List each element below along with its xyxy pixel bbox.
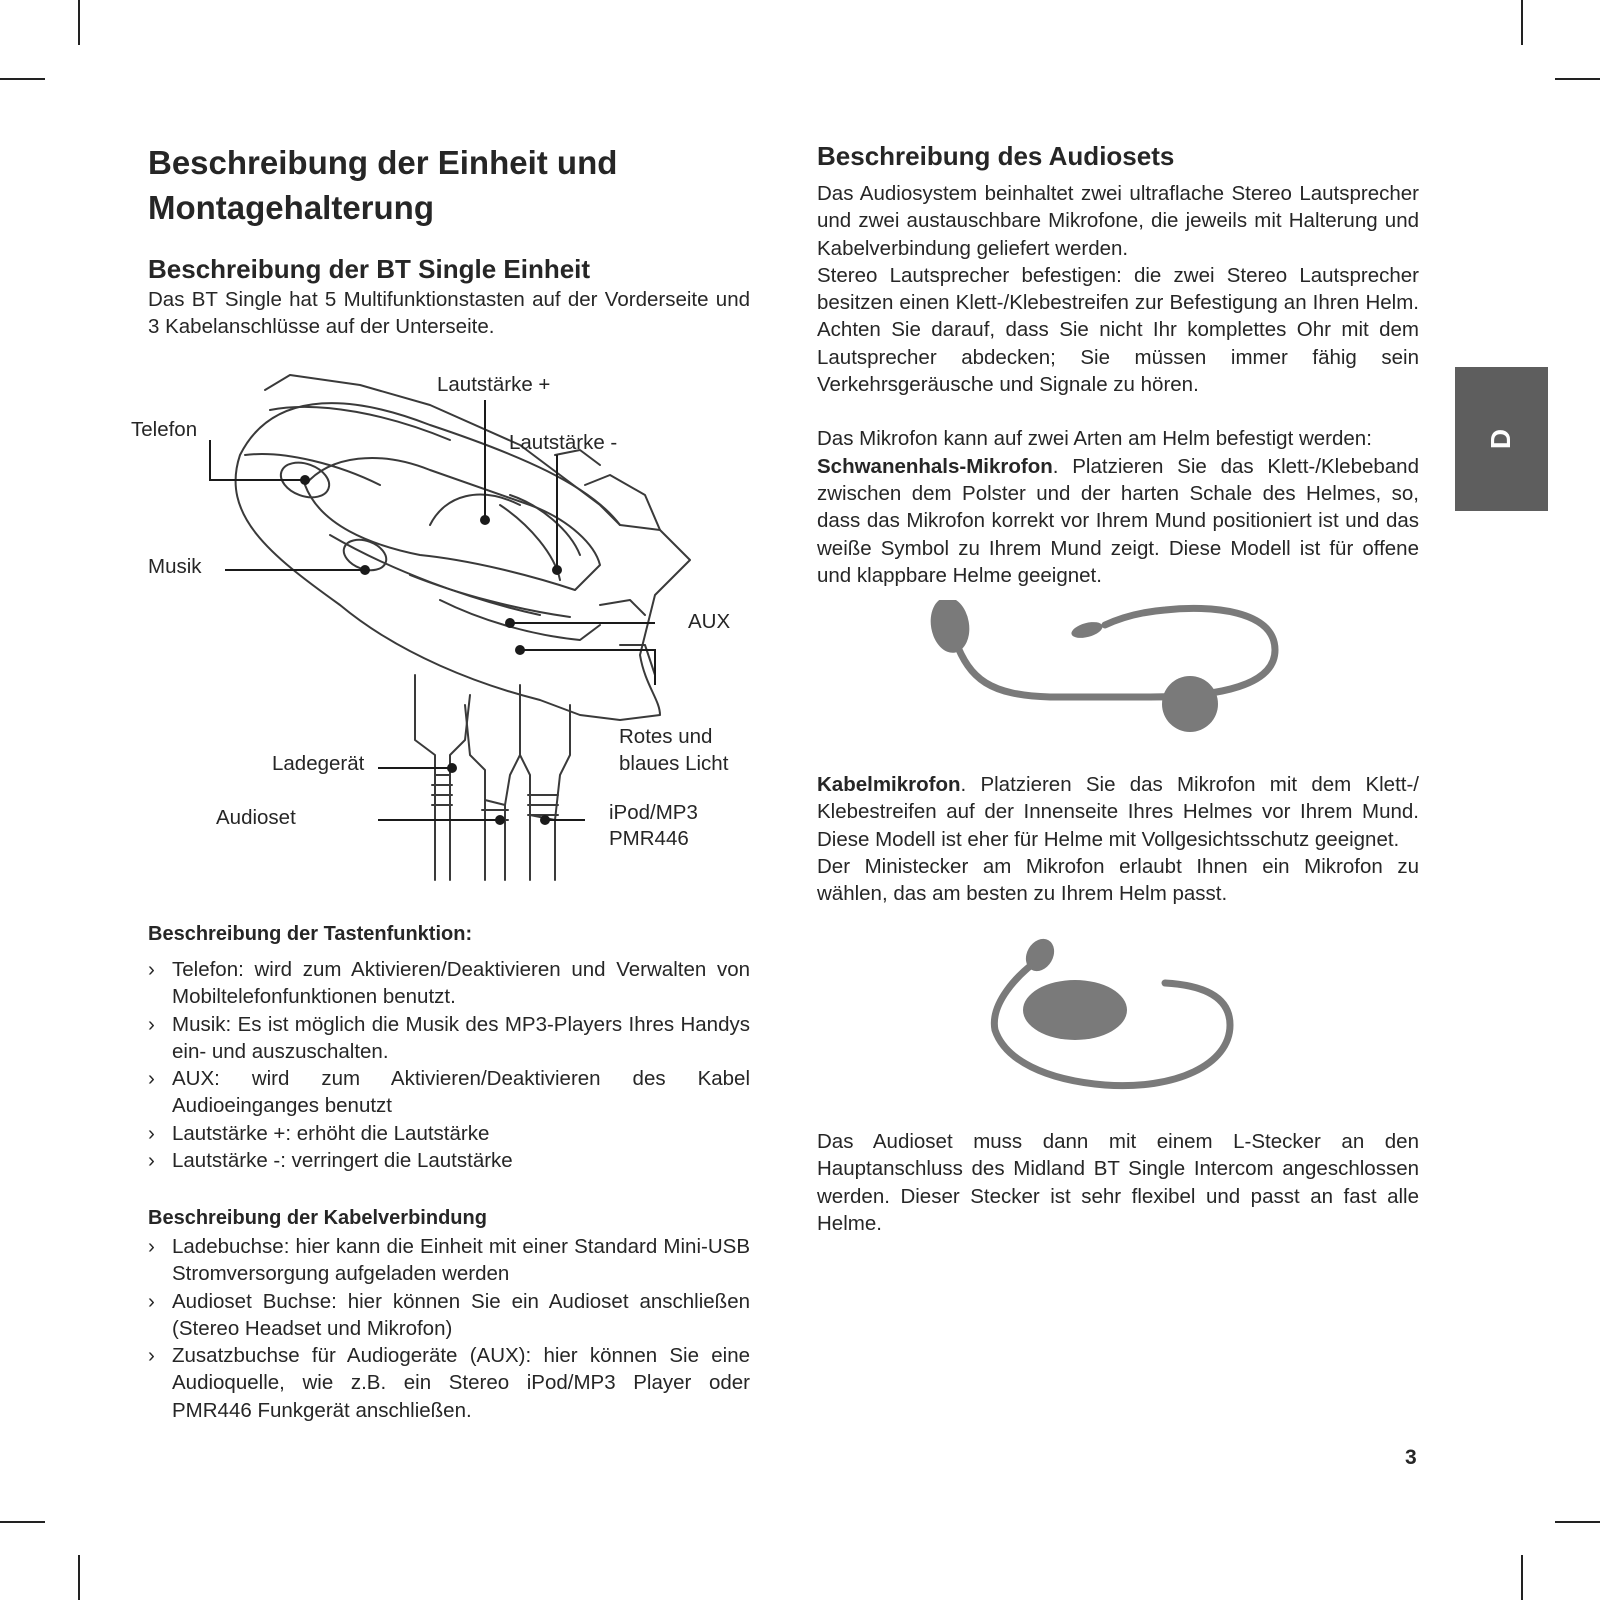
label-led bbox=[619, 723, 728, 777]
list-item bbox=[148, 1288, 750, 1343]
bullet-mark: › bbox=[148, 1235, 155, 1258]
label-aux: AUX bbox=[688, 610, 731, 633]
cable-mic-text: . Platzieren Sie das Mikrofon mit dem Klett-/ Klebestreifen auf der Innenseite Ihres Helmes vor Ihrem Mund. Diese Modell ist eher für Helme mit Vollgesichtsschutz geeignet. bbox=[817, 773, 1419, 851]
label-led-line1: Rotes und bbox=[619, 725, 713, 748]
audioset-p5: Das Audioset muss dann mit einem L-Stecker an den Hauptanschluss des Midland BT Single Intercom angeschlossen werden. Dieser Stecker ist sehr flexibel und passt an fast alle Helme. bbox=[817, 1130, 1419, 1235]
list-item bbox=[148, 1011, 750, 1066]
language-tab-letter bbox=[1455, 367, 1548, 511]
audioset-connection-block bbox=[817, 1128, 1419, 1237]
key-phone-text: Telefon: wird zum Aktivieren/Deaktivieren und Verwalten von Mobiltelefonfunktionen benutzt. bbox=[172, 958, 750, 1009]
label-ipod: iPod/MP3 bbox=[609, 801, 698, 824]
list-item bbox=[148, 1342, 750, 1424]
crop-mark bbox=[0, 78, 45, 80]
label-volume-up: Lautstärke + bbox=[437, 373, 551, 396]
bullet-mark: › bbox=[148, 1289, 155, 1313]
cable-heading: Beschreibung der Kabelverbindung bbox=[148, 1207, 487, 1229]
list-item bbox=[148, 1233, 750, 1288]
audioset-text-block bbox=[817, 180, 1419, 589]
language-tab bbox=[1455, 367, 1548, 511]
unit-intro bbox=[148, 286, 750, 341]
gooseneck-paragraph bbox=[817, 453, 1419, 589]
label-pmr: PMR446 bbox=[609, 827, 689, 850]
bullet-mark: › bbox=[148, 1344, 155, 1368]
list-item bbox=[148, 1147, 750, 1174]
audioset-connector bbox=[465, 705, 520, 805]
crop-mark bbox=[1555, 1521, 1600, 1523]
key-volume-down-text: Lautstärke -: verringert die Lautstärke bbox=[172, 1149, 513, 1173]
list-item bbox=[148, 1120, 750, 1147]
crop-mark bbox=[0, 1521, 45, 1523]
crop-mark bbox=[78, 0, 80, 45]
cable-aux-text: Zusatzbuchse für Audiogeräte (AUX): hier können Sie eine Audioquelle, wie z.B. ein Stereo iPod/MP3 Player oder PMR446 Funkgerät anschließen. bbox=[172, 1344, 750, 1422]
gooseneck-microphone-illustration bbox=[930, 600, 1310, 740]
label-phone: Telefon bbox=[131, 418, 198, 441]
keys-list bbox=[148, 956, 750, 1174]
language-letter: D bbox=[1485, 428, 1517, 450]
audioset-p4: Der Ministecker am Mikrofon erlaubt Ihnen ein Mikrofon zu wählen, das am besten zu Ihrem Helm passt. bbox=[817, 854, 1419, 906]
cable-mic-bold: Kabelmikrofon bbox=[817, 773, 961, 796]
crop-mark bbox=[1555, 78, 1600, 80]
bullet-mark: › bbox=[148, 958, 155, 981]
section-title-unit: Beschreibung der BT Single Einheit bbox=[148, 254, 591, 284]
label-music: Musik bbox=[148, 555, 202, 578]
list-item bbox=[148, 956, 750, 1011]
key-volume-up-text: Lautstärke +: erhöht die Lautstärke bbox=[172, 1121, 490, 1145]
audioset-p1: Das Audiosystem beinhaltet zwei ultraflache Stereo Lautsprecher und zwei austauschbare Mikrofone, die jeweils mit Halterung und Kabelverbindung geliefert werden. bbox=[817, 182, 1419, 260]
key-aux-text: AUX: wird zum Aktivieren/Deaktivieren des Kabel Audioeinganges benutzt bbox=[172, 1067, 750, 1118]
crop-mark bbox=[78, 1555, 80, 1600]
label-volume-down: Lautstärke - bbox=[509, 431, 618, 454]
section-title-audioset: Beschreibung des Audiosets bbox=[817, 141, 1175, 171]
cable-microphone-illustration bbox=[985, 935, 1275, 1105]
audioset-p3: Das Mikrofon kann auf zwei Arten am Helm befestigt werden: bbox=[817, 427, 1372, 451]
aux-connector bbox=[520, 685, 570, 820]
bullet-mark: › bbox=[148, 1067, 155, 1091]
crop-mark bbox=[1521, 1555, 1523, 1600]
crop-mark bbox=[1521, 0, 1523, 45]
gooseneck-bold: Schwanenhals-Mikrofon bbox=[817, 454, 1053, 478]
list-item bbox=[148, 1065, 750, 1120]
gooseneck-text: . Platzieren Sie das Klett-/Klebeband zwischen dem Polster und der harten Schale des Helmes, so, dass das Mikrofon korrekt vor Ihrem Mund positioniert ist und das weiße Symbol zu Ihrem Mund zeigt. Diese Modell ist für offene und klappbare Helme geeignet. bbox=[817, 454, 1419, 587]
cable-audioset-text: Audioset Buchse: hier können Sie ein Audioset anschließen (Stereo Headset und Mikrofon) bbox=[172, 1289, 750, 1340]
label-charger: Ladegerät bbox=[272, 752, 365, 775]
key-music-text: Musik: Es ist möglich die Musik des MP3-Players Ihres Handys ein- und auszuschalten. bbox=[172, 1012, 750, 1063]
charger-connector bbox=[415, 675, 470, 775]
page-number: 3 bbox=[1405, 1446, 1417, 1469]
cable-mic-paragraph bbox=[817, 771, 1419, 853]
page-title: Beschreibung der Einheit und Montagehalterung bbox=[148, 144, 618, 226]
keys-heading: Beschreibung der Tastenfunktion: bbox=[148, 923, 473, 945]
bullet-mark: › bbox=[148, 1012, 155, 1036]
unit-intro-text: Das BT Single hat 5 Multifunktionstasten auf der Vorderseite und 3 Kabelanschlüsse auf der Unterseite. bbox=[148, 288, 750, 339]
bullet-mark: › bbox=[148, 1121, 155, 1145]
cable-charger-text: Ladebuchse: hier kann die Einheit mit einer Standard Mini-USB Stromversorgung aufgeladen werden bbox=[172, 1235, 750, 1286]
label-audioset: Audioset bbox=[216, 806, 296, 829]
cable-list bbox=[148, 1233, 750, 1424]
cable-mic-text-block bbox=[817, 771, 1419, 907]
label-ipod-pmr bbox=[609, 800, 698, 852]
label-led-line2: blaues Licht bbox=[619, 752, 729, 775]
bullet-mark: › bbox=[148, 1149, 155, 1173]
audioset-p2: Stereo Lautsprecher befestigen: die zwei Stereo Lautsprecher besitzen einen Klett-/Klebestreifen zur Befestigung an Ihren Helm. Achten Sie darauf, dass Sie nicht Ihr komplettes Ohr mit dem Lautsprecher abdecken; Sie müssen immer fähig sein Verkehrsgeräusche und Signale zu hören. bbox=[817, 263, 1419, 397]
bt-single-unit-diagram bbox=[100, 355, 840, 915]
